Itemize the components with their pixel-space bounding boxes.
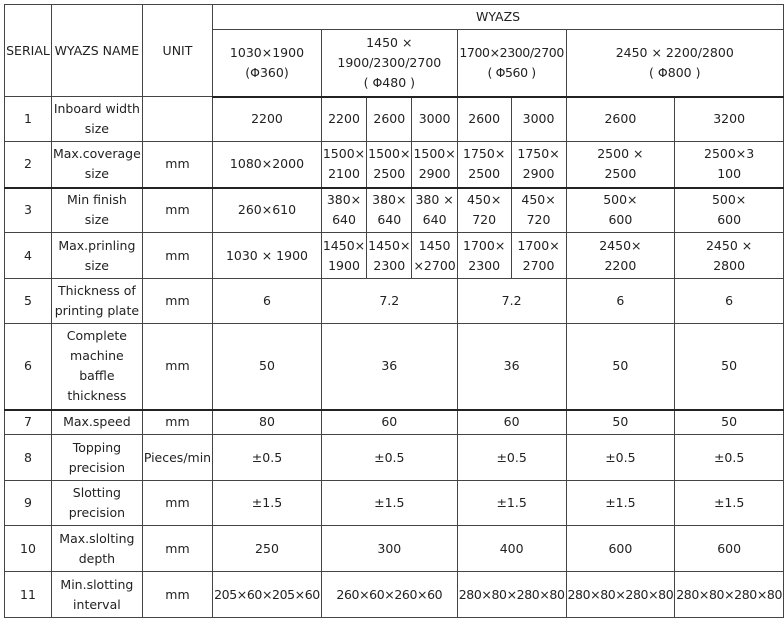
serial-cell: 8 bbox=[5, 435, 52, 481]
value-cell bbox=[367, 233, 412, 279]
name-line: Thickness of bbox=[57, 283, 136, 298]
name-line: precision bbox=[68, 505, 126, 520]
name-line: Max.speed bbox=[63, 414, 131, 430]
value-cell bbox=[675, 233, 784, 279]
value-line: 1900 bbox=[328, 257, 360, 273]
value-cell: 6 bbox=[566, 279, 675, 324]
value-cell bbox=[457, 188, 511, 233]
value-line: 2800 bbox=[713, 257, 746, 273]
model-header bbox=[213, 30, 322, 97]
value-cell bbox=[566, 233, 675, 279]
serial-cell: 2 bbox=[5, 142, 52, 188]
value-cell: ±1.5 bbox=[457, 481, 566, 526]
value-cell bbox=[213, 142, 322, 188]
value-line: 2500 × bbox=[597, 146, 644, 162]
model-line: ( Φ560 ) bbox=[487, 64, 536, 80]
name-line: Min finish size bbox=[66, 192, 127, 228]
serial-cell: 3 bbox=[5, 188, 52, 233]
header-row-1 bbox=[5, 5, 784, 30]
name-line: size bbox=[84, 166, 109, 182]
value-cell: 7.2 bbox=[457, 279, 566, 324]
value-cell bbox=[566, 188, 675, 233]
value-cell: ±1.5 bbox=[675, 481, 784, 526]
value-line: 450× bbox=[467, 192, 502, 208]
name-line: Complete bbox=[66, 328, 127, 344]
value-line: 1500× bbox=[368, 146, 411, 162]
value-cell: 60 bbox=[321, 410, 457, 435]
serial-cell: 5 bbox=[5, 279, 52, 324]
serial-cell: 4 bbox=[5, 233, 52, 279]
value-cell: 50 bbox=[566, 324, 675, 410]
value-cell: ±0.5 bbox=[675, 435, 784, 481]
table-row bbox=[5, 188, 784, 233]
value-cell: 3200 bbox=[675, 97, 784, 142]
spec-table bbox=[4, 4, 784, 618]
value-line: 1700× bbox=[517, 237, 560, 253]
serial-cell: 10 bbox=[5, 526, 52, 572]
value-line: 100 bbox=[717, 166, 742, 182]
value-line: 2900 bbox=[418, 166, 451, 182]
name-line: Slotting bbox=[72, 485, 121, 500]
serial-cell: 11 bbox=[5, 572, 52, 618]
name-line: Max.prinling bbox=[58, 237, 136, 253]
value-cell: 250 bbox=[213, 526, 322, 572]
name-cell bbox=[51, 481, 142, 526]
value-line: ×2700 bbox=[413, 257, 456, 273]
model-line: ( Φ800 ) bbox=[649, 64, 701, 80]
value-line: 2450× bbox=[599, 237, 642, 253]
value-line: 2300 bbox=[373, 257, 406, 273]
name-line: size bbox=[84, 257, 109, 273]
group-header: WYAZS bbox=[213, 5, 784, 30]
name-cell bbox=[51, 142, 142, 188]
unit-cell: mm bbox=[142, 188, 212, 233]
value-cell: 36 bbox=[321, 324, 457, 410]
value-cell bbox=[511, 188, 566, 233]
value-cell bbox=[412, 188, 457, 233]
unit-cell: mm bbox=[142, 142, 212, 188]
value-line: 1030 × 1900 bbox=[225, 247, 308, 263]
value-cell: 600 bbox=[566, 526, 675, 572]
value-line: 2500 bbox=[373, 166, 406, 182]
value-line: 2200 bbox=[604, 257, 637, 273]
value-line: 2500×3 bbox=[704, 146, 755, 162]
model-line: ( Φ480 ) bbox=[363, 74, 415, 90]
unit-cell: mm bbox=[142, 526, 212, 572]
value-cell: ±0.5 bbox=[321, 435, 457, 481]
value-cell: ±1.5 bbox=[321, 481, 457, 526]
value-line: 1450 bbox=[418, 237, 451, 253]
value-cell: 50 bbox=[566, 410, 675, 435]
value-cell: 260×60×260×60 bbox=[321, 572, 457, 618]
value-line: 2450 × bbox=[705, 237, 753, 253]
name-line: Max.slolting bbox=[59, 530, 135, 546]
name-cell bbox=[51, 324, 142, 410]
table-row bbox=[5, 435, 784, 481]
value-cell: 600 bbox=[675, 526, 784, 572]
unit-cell: mm bbox=[142, 572, 212, 618]
value-line: 2500 bbox=[468, 166, 501, 182]
value-cell bbox=[511, 233, 566, 279]
value-line: 380× bbox=[372, 192, 407, 208]
unit-cell: mm bbox=[142, 324, 212, 410]
name-cell bbox=[51, 526, 142, 572]
unit-cell: mm bbox=[142, 481, 212, 526]
name-line: size bbox=[84, 121, 109, 136]
name-line: Min.slotting bbox=[60, 576, 134, 592]
serial-header: SERIAL bbox=[5, 5, 52, 97]
value-line: 1750× bbox=[463, 146, 506, 162]
name-line: depth bbox=[78, 550, 116, 566]
model-line: (Φ360) bbox=[245, 64, 289, 80]
value-cell bbox=[321, 188, 366, 233]
name-cell bbox=[51, 572, 142, 618]
value-cell: 7.2 bbox=[321, 279, 457, 324]
table-row bbox=[5, 481, 784, 526]
value-line: 450× bbox=[521, 192, 556, 208]
name-line: Topping bbox=[72, 439, 122, 455]
name-cell bbox=[51, 410, 142, 435]
value-cell: 400 bbox=[457, 526, 566, 572]
value-cell bbox=[412, 142, 457, 188]
value-cell: 36 bbox=[457, 324, 566, 410]
value-line: 380× bbox=[326, 192, 362, 208]
value-cell bbox=[367, 188, 412, 233]
value-cell: 6 bbox=[675, 279, 784, 324]
name-line: Max.coverage bbox=[52, 146, 141, 162]
value-cell: 2600 bbox=[566, 97, 675, 142]
value-cell: 280×80×280×80 bbox=[675, 572, 784, 618]
value-cell: 60 bbox=[457, 410, 566, 435]
value-cell: 2200 bbox=[213, 97, 322, 142]
name-cell bbox=[51, 279, 142, 324]
table-row bbox=[5, 410, 784, 435]
table-row bbox=[5, 572, 784, 618]
value-cell: 50 bbox=[675, 410, 784, 435]
model-line: 2450 × 2200/2800 bbox=[615, 44, 734, 60]
table-row bbox=[5, 526, 784, 572]
value-line: 640 bbox=[332, 212, 356, 228]
value-cell: ±1.5 bbox=[566, 481, 675, 526]
value-cell bbox=[675, 188, 784, 233]
model-header bbox=[457, 30, 566, 97]
model-header bbox=[321, 30, 457, 97]
value-cell: 3000 bbox=[511, 97, 566, 142]
table-row bbox=[5, 142, 784, 188]
value-line: 720 bbox=[472, 212, 497, 228]
unit-cell: Pieces/min bbox=[142, 435, 212, 481]
model-header bbox=[566, 30, 784, 97]
value-cell: ±0.5 bbox=[566, 435, 675, 481]
unit-cell: mm bbox=[142, 233, 212, 279]
name-line: machine bbox=[70, 348, 124, 364]
name-cell bbox=[51, 233, 142, 279]
value-line: 2900 bbox=[522, 166, 555, 182]
value-cell bbox=[367, 142, 412, 188]
value-cell: 280×80×280×80 bbox=[457, 572, 566, 618]
value-cell bbox=[213, 188, 322, 233]
unit-cell bbox=[142, 97, 212, 142]
unit-cell: mm bbox=[142, 410, 212, 435]
value-cell bbox=[675, 142, 784, 188]
value-cell bbox=[566, 142, 675, 188]
name-cell bbox=[51, 435, 142, 481]
value-line: 380 × bbox=[415, 192, 454, 208]
table-row bbox=[5, 97, 784, 142]
value-cell bbox=[457, 233, 511, 279]
value-line: 500× bbox=[603, 192, 638, 208]
value-line: 640 bbox=[377, 212, 402, 228]
serial-cell: 7 bbox=[5, 410, 52, 435]
value-line: 500× bbox=[711, 192, 747, 208]
value-line: 1750× bbox=[517, 146, 560, 162]
value-line: 2500 bbox=[604, 166, 637, 182]
value-line: 1450× bbox=[368, 237, 411, 253]
name-line: Inboard width bbox=[53, 101, 140, 116]
table-body bbox=[5, 97, 784, 618]
name-cell bbox=[51, 188, 142, 233]
value-cell bbox=[213, 233, 322, 279]
value-line: 2300 bbox=[468, 257, 501, 273]
serial-cell: 9 bbox=[5, 481, 52, 526]
value-cell: 300 bbox=[321, 526, 457, 572]
value-line: 1500× bbox=[413, 146, 456, 162]
value-cell: ±1.5 bbox=[213, 481, 322, 526]
value-cell: 50 bbox=[213, 324, 322, 410]
value-line: 600 bbox=[717, 212, 742, 228]
value-line: 260×610 bbox=[237, 202, 297, 218]
serial-cell: 1 bbox=[5, 97, 52, 142]
value-cell: ±0.5 bbox=[457, 435, 566, 481]
value-line: 720 bbox=[526, 212, 551, 228]
value-cell bbox=[412, 233, 457, 279]
name-line: precision bbox=[68, 459, 126, 475]
value-line: 1700× bbox=[463, 237, 506, 253]
value-line: 1450× bbox=[322, 237, 366, 253]
name-header: WYAZS NAME bbox=[51, 5, 142, 97]
value-cell: ±0.5 bbox=[213, 435, 322, 481]
value-cell: 280×80×280×80 bbox=[566, 572, 675, 618]
value-cell: 205×60×205×60 bbox=[213, 572, 322, 618]
value-cell: 2600 bbox=[457, 97, 511, 142]
value-line: 640 bbox=[422, 212, 447, 228]
value-line: 1500× bbox=[322, 146, 366, 162]
table-row bbox=[5, 324, 784, 410]
value-cell: 3000 bbox=[412, 97, 457, 142]
name-line: printing plate bbox=[54, 303, 140, 318]
value-line: 1080×2000 bbox=[229, 156, 305, 172]
name-line: thickness bbox=[67, 388, 127, 404]
serial-cell: 6 bbox=[5, 324, 52, 410]
value-cell: 80 bbox=[213, 410, 322, 435]
value-cell bbox=[457, 142, 511, 188]
model-line: 1030×1900 bbox=[229, 44, 305, 60]
model-line: 1700×2300/2700 bbox=[459, 44, 564, 60]
value-cell: 2200 bbox=[321, 97, 366, 142]
value-cell bbox=[321, 233, 366, 279]
value-cell bbox=[321, 142, 366, 188]
unit-cell: mm bbox=[142, 279, 212, 324]
name-line: interval bbox=[73, 596, 121, 612]
model-line: 1900/2300/2700 bbox=[337, 54, 442, 70]
table-row bbox=[5, 233, 784, 279]
name-cell bbox=[51, 97, 142, 142]
value-cell: 2600 bbox=[367, 97, 412, 142]
value-line: 2700 bbox=[522, 257, 555, 273]
model-line: 1450 × bbox=[366, 34, 413, 50]
value-cell: 6 bbox=[213, 279, 322, 324]
value-cell bbox=[511, 142, 566, 188]
value-line: 600 bbox=[608, 212, 633, 228]
name-line: baffle bbox=[79, 368, 115, 384]
unit-header: UNIT bbox=[142, 5, 212, 97]
value-line: 2100 bbox=[328, 166, 360, 182]
table-row bbox=[5, 279, 784, 324]
value-cell: 50 bbox=[675, 324, 784, 410]
